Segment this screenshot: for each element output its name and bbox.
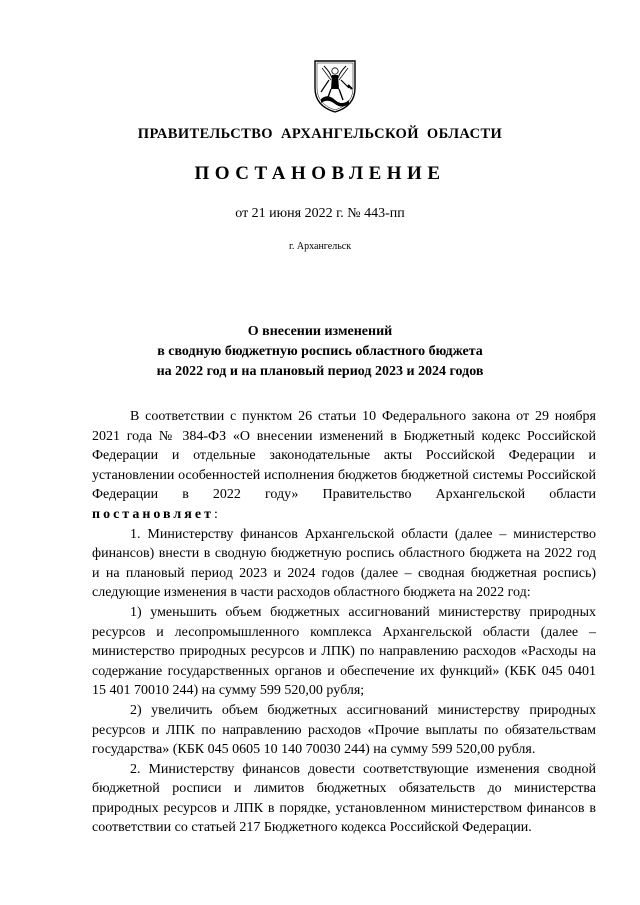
decides-punct: : [213, 506, 218, 522]
coat-of-arms-icon [312, 58, 358, 114]
preamble-paragraph [92, 407, 596, 525]
city: г. Архангельск [288, 241, 352, 252]
subparagraph-1-1: 1) уменьшить объем бюджетных ассигнований министерству природных ресурсов и лесопромышленного комплекса Архангельской области (далее – министерство природных ресурсов и ЛПК) по направлению расходов «Расходы на содержание государственных органов и обеспечение их функций» (КБК 045 0401 15 401 70010 244) на сумму 599 520,00 рубля; [92, 604, 596, 699]
document-body [92, 407, 596, 838]
paragraph-2: 2. Министерству финансов довести соответствующие изменения сводной бюджетной росписи и лимитов бюджетных обязательств до министерства природных ресурсов и ЛПК в порядке, установленном министерством финансов в соответствии со статьей 217 Бюджетного кодекса Российской Федерации. [92, 761, 596, 836]
preamble-text: В соответствии с пунктом 26 статьи 10 Федерального закона от 29 ноября 2021 года № 384-ФЗ «О внесении изменений в Бюджетный кодекс Российской Федерации и отдельные законодательные акты Российской Федерации и установлении особенностей исполнения бюджетов бюджетной системы Российской Федерации в 2022 году» Правительство Архангельской области [92, 409, 596, 503]
decides-word: постановляет [92, 506, 214, 522]
paragraph-1: 1. Министерству финансов Архангельской области (далее – министерство финансов) внести в сводную бюджетную роспись областного бюджета на 2022 год и на плановый период 2023 и 2024 годов (далее – сводная бюджетная роспись) следующие изменения в части расходов областного бюджета на 2022 год: [92, 526, 596, 601]
subparagraph-1-2: 2) увеличить объем бюджетных ассигнований министерству природных ресурсов и ЛПК по направлению расходов «Прочие выплаты по обязательствам государства» (КБК 045 0605 10 140 70030 244) на сумму 599 520,00 рубля. [92, 702, 596, 758]
subject-line: на 2022 год и на плановый период 2023 и 2024 годов [156, 364, 484, 379]
document-subject [0, 322, 640, 382]
subject-line: О внесении изменений [247, 324, 393, 339]
date-and-number: от 21 июня 2022 г. № 443-пп [235, 206, 405, 221]
subject-line: в сводную бюджетную роспись областного бюджета [157, 344, 483, 359]
government-name: ПРАВИТЕЛЬСТВО АРХАНГЕЛЬСКОЙ ОБЛАСТИ [137, 126, 503, 142]
document-type-title: ПОСТАНОВЛЕНИЕ [194, 163, 446, 184]
